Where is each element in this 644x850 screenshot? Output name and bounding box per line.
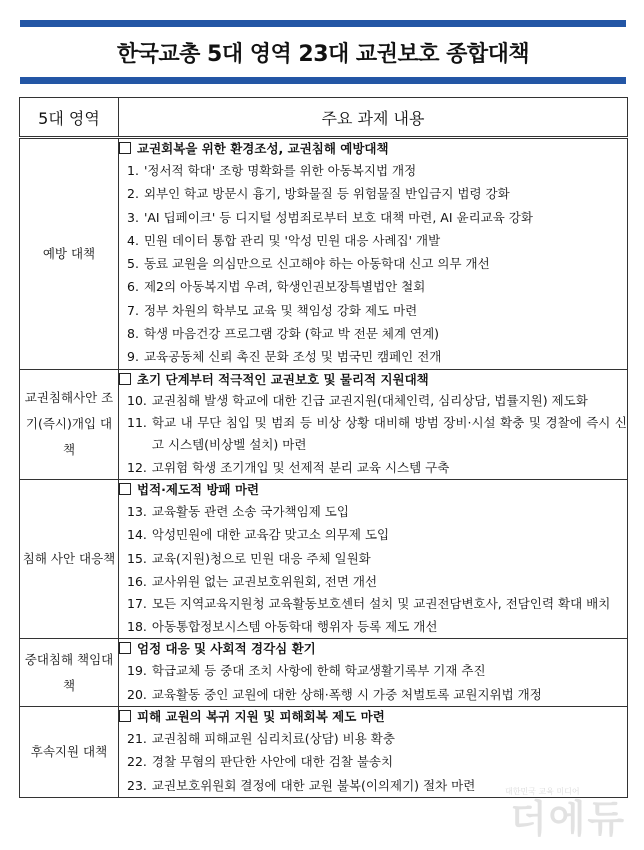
item-number: 17.	[127, 596, 147, 612]
list-item	[119, 547, 627, 570]
item-text: 정부 차원의 학부모 교육 및 책임성 강화 제도 마련	[143, 302, 418, 318]
item-number: 21.	[127, 731, 147, 747]
section-heading	[119, 370, 627, 390]
list-item	[119, 615, 627, 638]
list-item	[119, 252, 627, 275]
list-item	[119, 275, 627, 298]
task-list	[119, 390, 627, 479]
checkbox-icon	[119, 642, 131, 654]
title-banner	[20, 20, 626, 84]
item-number: 7.	[127, 302, 139, 318]
list-item	[119, 570, 627, 593]
list-item	[119, 774, 627, 797]
item-text: 악성민원에 대한 교육감 맞고소 의무제 도입	[151, 527, 390, 543]
item-number: 5.	[127, 256, 139, 272]
policy-table	[19, 97, 628, 798]
page-title: 한국교총 5대 영역 23대 교권보호 종합대책	[116, 41, 530, 67]
list-item	[119, 345, 627, 368]
area-cell: 후속지원 대책	[20, 707, 119, 798]
area-cell: 교권침해사안 조기(즉시)개입 대책	[20, 369, 119, 479]
task-list	[119, 159, 627, 369]
section-heading	[119, 480, 627, 500]
tasks-cell	[119, 479, 628, 638]
watermark-tagline: 대한민국 교육 미디어	[505, 787, 580, 796]
list-item	[119, 500, 627, 523]
item-number: 15.	[127, 550, 147, 566]
list-item	[119, 390, 627, 412]
list-item	[119, 683, 627, 706]
item-text: 민원 데이터 통합 관리 및 '악성 민원 대응 사례집' 개발	[143, 232, 441, 248]
list-item	[119, 322, 627, 345]
tasks-cell	[119, 369, 628, 479]
item-text: 학급교체 등 중대 조치 사항에 한해 학교생활기록부 기재 추진	[151, 663, 486, 679]
list-item	[119, 299, 627, 322]
item-text: 동료 교원을 의심만으로 신고해야 하는 아동학대 신고 의무 개선	[143, 256, 490, 272]
table-row	[20, 369, 628, 479]
item-number: 18.	[127, 619, 147, 635]
list-item	[119, 229, 627, 252]
item-number: 14.	[127, 527, 147, 543]
item-text: 고위험 학생 조기개입 및 선제적 분리 교육 시스템 구축	[151, 459, 450, 475]
header-tasks: 주요 과제 내용	[119, 98, 628, 138]
section-heading	[119, 139, 627, 159]
checkbox-icon	[119, 710, 131, 722]
item-text: 교육활동 중인 교원에 대한 상해·폭행 시 가중 처벌토록 교원지위법 개정	[151, 686, 542, 702]
list-item	[119, 593, 627, 615]
section-heading-text: 교권회복을 위한 환경조성, 교권침해 예방대책	[137, 141, 389, 156]
title-top-bar	[20, 20, 626, 27]
section-heading-text: 엄정 대응 및 사회적 경각심 환기	[137, 641, 316, 657]
table-row	[20, 639, 628, 707]
checkbox-icon	[119, 483, 131, 495]
item-text: 교권보호위원회 결정에 대한 교원 불복(이의제기) 절차 마련	[151, 777, 476, 793]
item-number: 1.	[127, 163, 139, 178]
item-number: 23.	[127, 777, 147, 793]
item-number: 11.	[127, 414, 147, 430]
item-text: '정서적 학대' 조항 명확화를 위한 아동복지법 개정	[143, 163, 417, 178]
item-number: 13.	[127, 503, 147, 519]
item-number: 22.	[127, 754, 147, 770]
item-text: 교권침해 피해교원 심리치료(상담) 비용 확충	[151, 731, 395, 747]
checkbox-icon	[119, 373, 131, 385]
item-text: 아동통합정보시스템 아동학대 행위자 등록 제도 개선	[151, 619, 438, 635]
list-item	[119, 182, 627, 205]
list-item	[119, 750, 627, 773]
checkbox-icon	[119, 142, 131, 154]
area-cell: 예방 대책	[20, 138, 119, 370]
list-item	[119, 727, 627, 750]
item-text: 학생 마음건강 프로그램 강화 (학교 박 전문 체계 연계)	[143, 326, 440, 342]
task-list	[119, 500, 627, 638]
watermark-logo: 더에듀	[509, 796, 627, 841]
item-number: 6.	[127, 279, 139, 295]
item-text: 교사위원 없는 교권보호위원회, 전면 개선	[151, 573, 378, 589]
table-header-row	[20, 98, 628, 138]
item-number: 2.	[127, 186, 139, 202]
item-number: 3.	[127, 209, 139, 225]
item-number: 19.	[127, 663, 147, 679]
section-heading-text: 피해 교원의 복귀 지원 및 피해회복 제도 마련	[137, 709, 385, 725]
item-text: 교권침해 발생 학교에 대한 긴급 교권지원(대체인력, 심리상담, 법률지원) 제도화	[151, 392, 588, 408]
item-text: 학교 내 무단 침입 및 범죄 등 비상 상황 대비해 방범 장비·시설 확충 및 경찰에 즉시 신고 시스템(비상벨 설치) 마련	[151, 414, 627, 452]
item-text: 교육활동 관련 소송 국가책임제 도입	[151, 503, 349, 519]
list-item	[119, 659, 627, 682]
item-text: 'AI 딥페이크' 등 디지털 성범죄로부터 보호 대책 마련, AI 윤리교육 강화	[143, 209, 533, 225]
table-row	[20, 707, 628, 798]
tasks-cell	[119, 138, 628, 370]
list-item	[119, 412, 627, 456]
section-heading	[119, 707, 627, 727]
item-number: 4.	[127, 232, 139, 248]
section-heading-text: 법적·제도적 방패 마련	[137, 481, 260, 497]
section-heading-text: 초기 단계부터 적극적인 교권보호 및 물리적 지원대책	[137, 371, 429, 387]
item-number: 12.	[127, 459, 147, 475]
table-row	[20, 138, 628, 370]
table-row	[20, 479, 628, 638]
area-cell: 침해 사안 대응책	[20, 479, 119, 638]
list-item	[119, 206, 627, 229]
item-text: 교육(지원)청으로 민원 대응 주체 일원화	[151, 550, 371, 566]
list-item	[119, 159, 627, 182]
tasks-cell	[119, 639, 628, 707]
title-bottom-bar	[20, 77, 626, 84]
item-text: 외부인 학교 방문시 흉기, 방화물질 등 위험물질 반입금지 법령 강화	[143, 186, 510, 202]
list-item	[119, 523, 627, 546]
item-number: 10.	[127, 392, 147, 408]
item-number: 20.	[127, 686, 147, 702]
section-heading	[119, 639, 627, 659]
header-area: 5대 영역	[20, 98, 119, 138]
item-text: 모든 지역교육지원청 교육활동보호센터 설치 및 교권전담변호사, 전담인력 확대 배치	[151, 596, 611, 612]
list-item	[119, 456, 627, 479]
task-list	[119, 659, 627, 706]
item-text: 제2의 아동복지법 우려, 학생인권보장특별법안 철회	[143, 279, 426, 295]
tasks-cell	[119, 707, 628, 798]
area-cell: 중대침해 책임대책	[20, 639, 119, 707]
item-number: 16.	[127, 573, 147, 589]
item-number: 8.	[127, 326, 139, 342]
item-text: 경찰 무혐의 판단한 사안에 대한 검찰 불송치	[151, 754, 394, 770]
item-text: 교육공동체 신뢰 촉진 문화 조성 및 범국민 캠페인 전개	[143, 349, 442, 365]
item-number: 9.	[127, 349, 139, 365]
task-list	[119, 727, 627, 797]
